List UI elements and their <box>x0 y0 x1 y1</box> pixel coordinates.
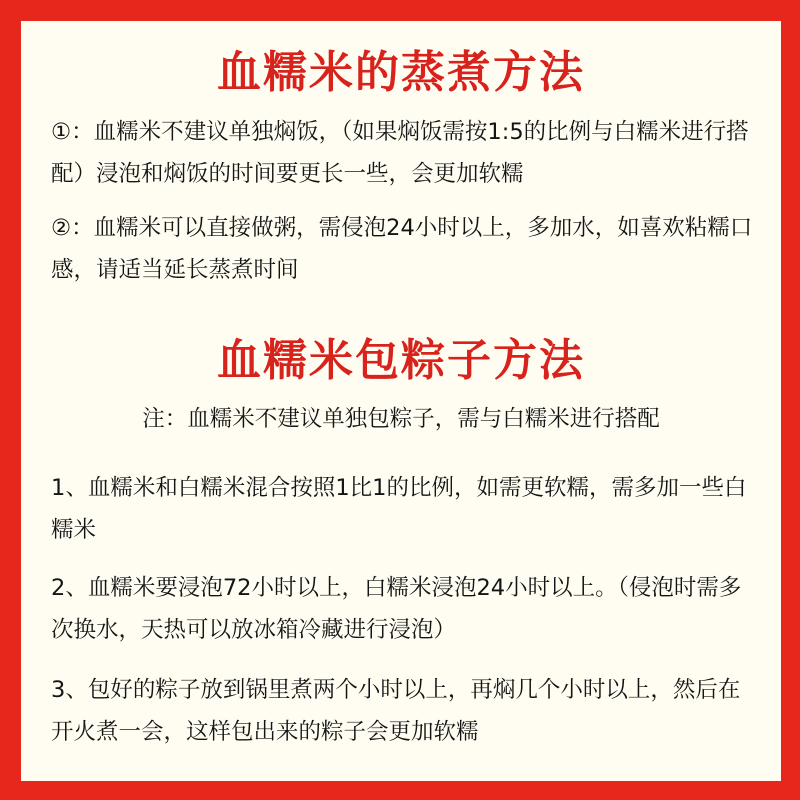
steaming-item-1: ①：血糯米不建议单独焖饭，（如果焖饭需按1:5的比例与白糯米进行搭配）浸泡和焖饭的时间要更长一些，会更加软糯 <box>51 119 749 187</box>
instruction-card <box>21 21 781 781</box>
steaming-item-2: ②：血糯米可以直接做粥，需侵泡24小时以上，多加水，如喜欢粘糯口感，请适当延长蒸煮时间 <box>51 215 753 283</box>
zongzi-step-3: 3、包好的粽子放到锅里煮两个小时以上，再焖几个小时以上，然后在开火煮一会，这样包出来的粽子会更加软糯 <box>51 677 741 745</box>
zongzi-step-1: 1、血糯米和白糯米混合按照1比1的比例，如需更软糯，需多加一些白糯米 <box>51 475 747 543</box>
zongzi-step-2: 2、血糯米要浸泡72小时以上，白糯米浸泡24小时以上。（侵泡时需多次换水，天热可以放冰箱冷藏进行浸泡） <box>51 575 742 643</box>
steaming-method-title: 血糯米的蒸煮方法 <box>217 47 585 98</box>
zongzi-note: 注：血糯米不建议单独包粽子，需与白糯米进行搭配 <box>142 406 660 432</box>
zongzi-method-title: 血糯米包粽子方法 <box>217 335 585 386</box>
